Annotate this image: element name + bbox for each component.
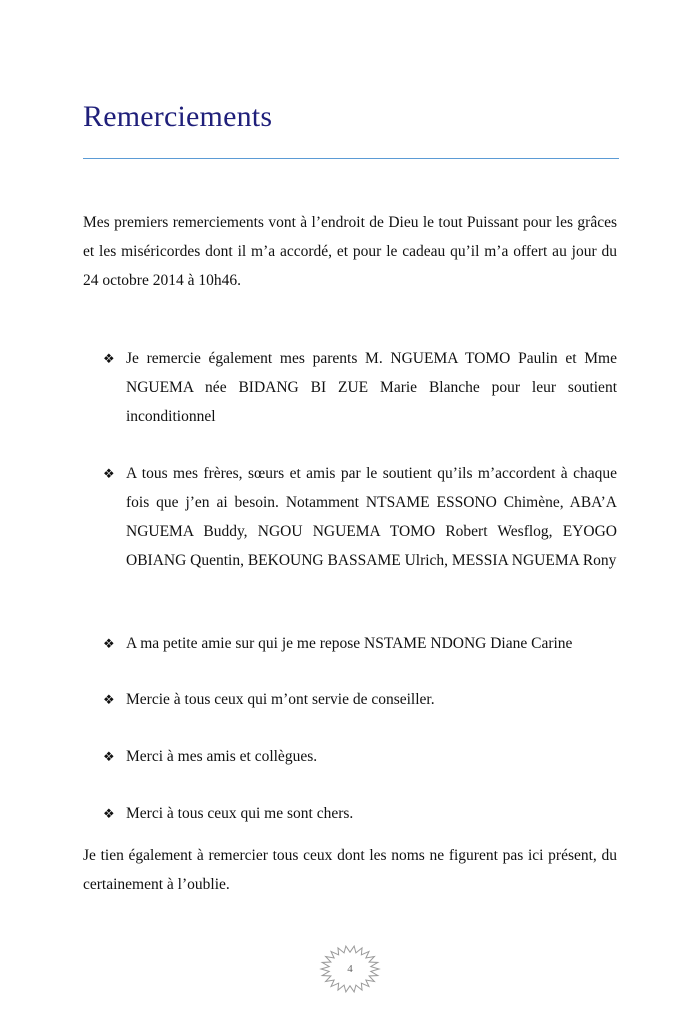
bullet-text: Mercie à tous ceux qui m’ont servie de conseiller. xyxy=(126,691,435,708)
bullet-text: A ma petite amie sur qui je me repose NSTAME NDONG Diane Carine xyxy=(126,635,573,652)
bullet-item-girlfriend xyxy=(103,629,617,658)
bullet-item-siblings xyxy=(103,459,617,575)
diamond-bullet-icon: ❖ xyxy=(103,636,115,651)
diamond-bullet-icon: ❖ xyxy=(103,351,115,366)
closing-paragraph: Je tien également à remercier tous ceux dont les noms ne figurent pas ici présent, du certainement à l’oublie. xyxy=(83,847,617,893)
bullet-text: Je remercie également mes parents M. NGUEMA TOMO Paulin et Mme NGUEMA née BIDANG BI ZUE Marie Blanche pour leur soutient inconditionnel xyxy=(126,350,617,425)
diamond-bullet-icon: ❖ xyxy=(103,466,115,481)
diamond-bullet-icon: ❖ xyxy=(103,806,115,821)
diamond-bullet-icon: ❖ xyxy=(103,692,115,707)
bullet-item-parents xyxy=(103,344,617,431)
intro-paragraph: Mes premiers remerciements vont à l’endroit de Dieu le tout Puissant pour les grâces et les miséricordes dont il m’a accordé, et pour le cadeau qu’il m’a offert au jour du 24 octobre 2014 à 10h46. xyxy=(83,214,617,289)
page-title: Remerciements xyxy=(83,100,273,133)
bullet-item-loved-ones xyxy=(103,799,617,828)
diamond-bullet-icon: ❖ xyxy=(103,749,115,764)
title-underline-rule xyxy=(83,158,619,159)
bullet-text: Merci à mes amis et collègues. xyxy=(126,748,318,765)
bullet-text: A tous mes frères, sœurs et amis par le soutient qu’ils m’accordent à chaque fois que j’en ai besoin. Notamment NTSAME ESSONO Chimène, ABA’A NGUEMA Buddy, NGOU NGUEMA TOMO Robert Wesflog, EYOGO OBIANG Quentin, BEKOUNG BASSAME Ulrich, MESSIA NGUEMA Rony xyxy=(126,465,617,569)
bullet-item-advisors xyxy=(103,685,617,714)
page-number: 4 xyxy=(347,963,353,975)
bullet-item-colleagues xyxy=(103,742,617,771)
page-number-badge xyxy=(319,944,381,994)
bullet-text: Merci à tous ceux qui me sont chers. xyxy=(126,805,354,822)
